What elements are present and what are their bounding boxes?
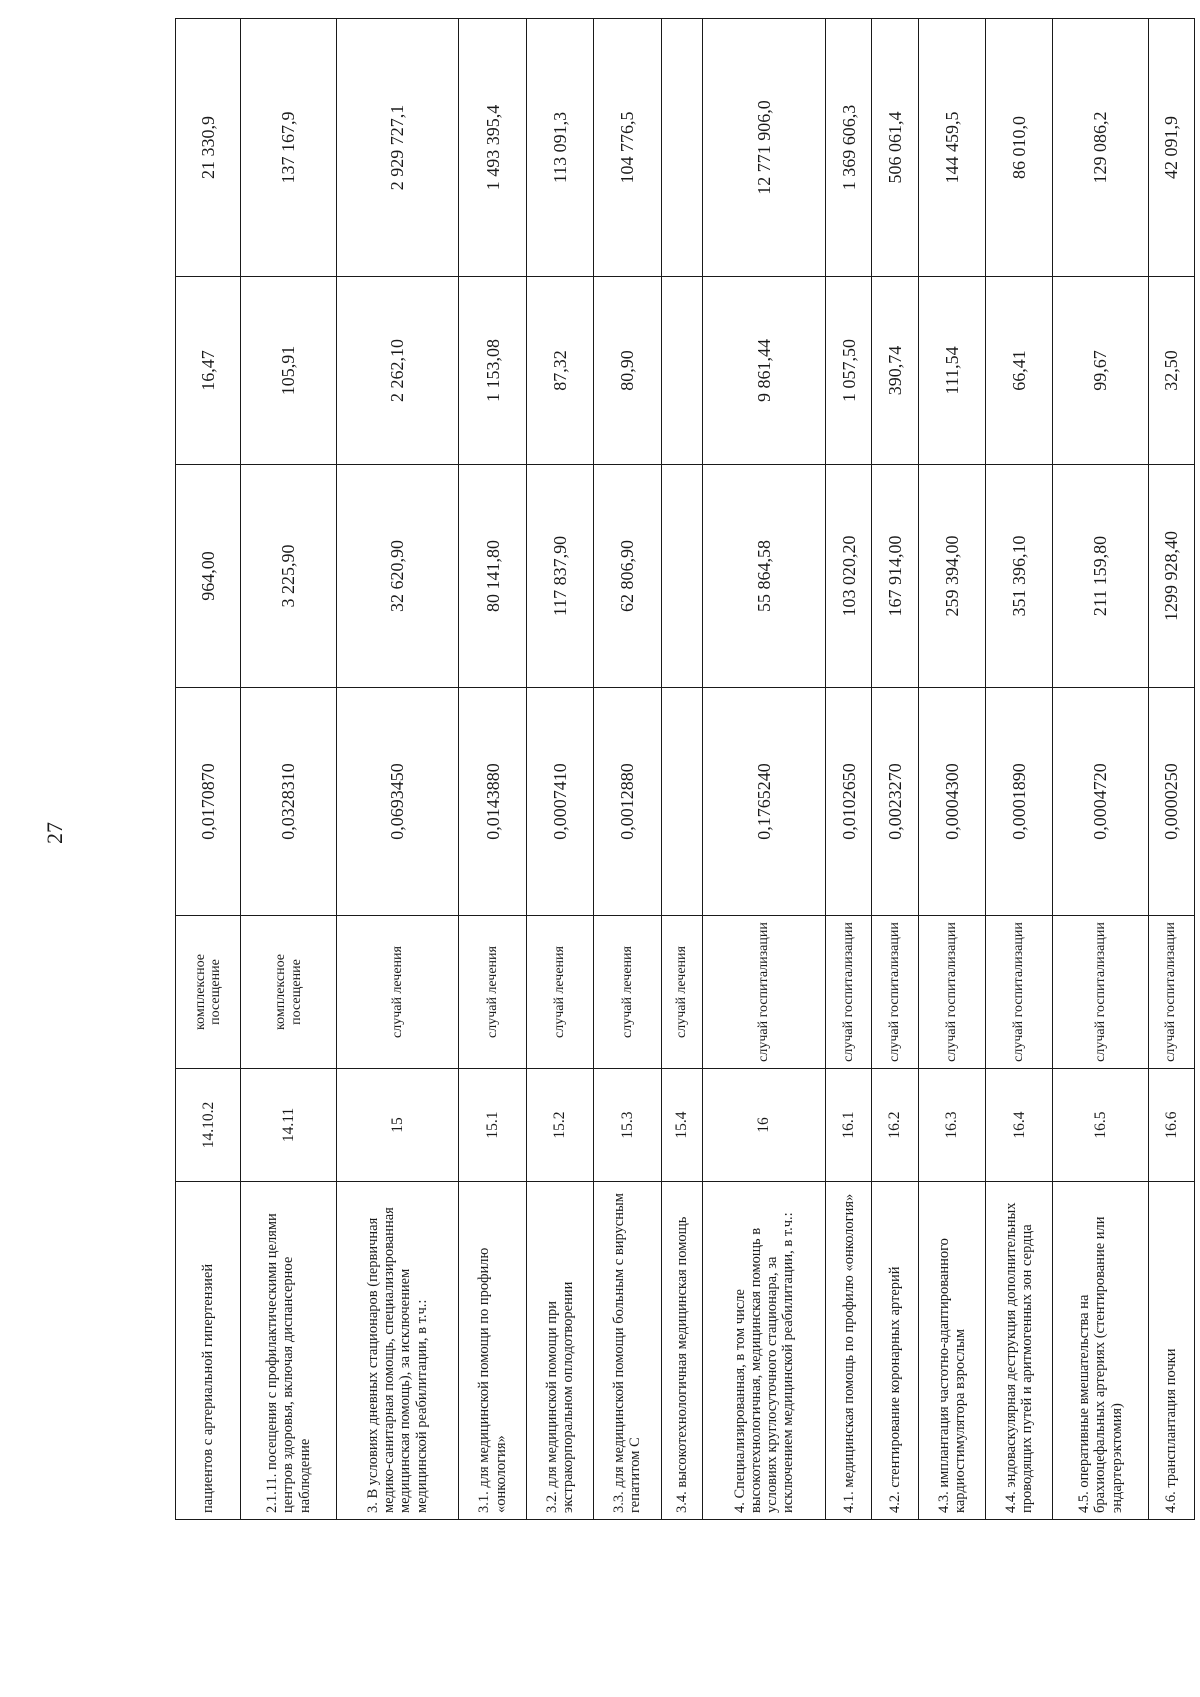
row-cost-cell: 117 837,90 xyxy=(526,465,593,688)
row-per-capita-cell: 111,54 xyxy=(918,277,985,465)
row-per-capita-cell: 16,47 xyxy=(176,277,241,465)
row-code-cell: 14.10.2 xyxy=(176,1069,241,1182)
rotated-table-wrapper xyxy=(175,100,1200,1513)
row-unit-cell: случай госпитализации xyxy=(703,916,826,1069)
row-unit-cell: случай лечения xyxy=(336,916,459,1069)
row-cost-cell: 103 020,20 xyxy=(825,465,871,688)
row-cost-cell: 55 864,58 xyxy=(703,465,826,688)
row-unit-cell: случай лечения xyxy=(594,916,661,1069)
row-cost-cell: 3 225,90 xyxy=(241,465,336,688)
table-row xyxy=(1148,19,1194,1520)
row-total-cell: 506 061,4 xyxy=(872,19,918,277)
row-name-cell: 2.1.11. посещения с профилактическими целями центров здоровья, включая диспансерное наблюдение xyxy=(241,1182,336,1520)
row-name-cell: 4.4. эндоваскулярная деструкция дополнительных проводящих путей и аритмогенных зон сердца xyxy=(986,1182,1053,1520)
row-name-cell: 4.6. трансплантация почки xyxy=(1148,1182,1194,1520)
table-row xyxy=(594,19,661,1520)
row-total-cell: 86 010,0 xyxy=(986,19,1053,277)
row-cost-cell: 32 620,90 xyxy=(336,465,459,688)
row-total-cell: 104 776,5 xyxy=(594,19,661,277)
row-per-capita-cell: 66,41 xyxy=(986,277,1053,465)
row-norm-cell: 0,0693450 xyxy=(336,688,459,916)
row-norm-cell: 0,0007410 xyxy=(526,688,593,916)
row-norm-cell: 0,0170870 xyxy=(176,688,241,916)
row-cost-cell: 1299 928,40 xyxy=(1148,465,1194,688)
row-total-cell xyxy=(661,19,703,277)
row-cost-cell: 62 806,90 xyxy=(594,465,661,688)
row-code-cell: 15.2 xyxy=(526,1069,593,1182)
row-cost-cell: 964,00 xyxy=(176,465,241,688)
row-code-cell: 16.2 xyxy=(872,1069,918,1182)
row-code-cell: 16.5 xyxy=(1053,1069,1148,1182)
row-unit-cell: случай госпитализации xyxy=(1148,916,1194,1069)
table-row xyxy=(918,19,985,1520)
row-code-cell: 15.4 xyxy=(661,1069,703,1182)
table-row xyxy=(986,19,1053,1520)
row-code-cell: 14.11 xyxy=(241,1069,336,1182)
table-row xyxy=(459,19,526,1520)
row-code-cell: 16 xyxy=(703,1069,826,1182)
row-total-cell: 144 459,5 xyxy=(918,19,985,277)
row-name-cell: 4. Специализированная, в том числе высокотехнологичная, медицинская помощь в условиях круглосуточного стационара, за исключением медицинской реабилитации, в т.ч.: xyxy=(703,1182,826,1520)
row-norm-cell: 0,0012880 xyxy=(594,688,661,916)
row-total-cell: 113 091,3 xyxy=(526,19,593,277)
row-total-cell: 2 929 727,1 xyxy=(336,19,459,277)
row-per-capita-cell: 99,67 xyxy=(1053,277,1148,465)
table-row xyxy=(526,19,593,1520)
row-name-cell: 4.1. медицинская помощь по профилю «онкология» xyxy=(825,1182,871,1520)
row-cost-cell: 259 394,00 xyxy=(918,465,985,688)
row-unit-cell: случай госпитализации xyxy=(825,916,871,1069)
row-unit-cell: комплексное посещение xyxy=(176,916,241,1069)
row-norm-cell: 0,0004720 xyxy=(1053,688,1148,916)
row-total-cell: 129 086,2 xyxy=(1053,19,1148,277)
row-total-cell: 21 330,9 xyxy=(176,19,241,277)
row-cost-cell xyxy=(661,465,703,688)
row-per-capita-cell: 9 861,44 xyxy=(703,277,826,465)
row-name-cell: 3.4. высокотехнологичная медицинская помощь xyxy=(661,1182,703,1520)
table-body xyxy=(176,19,1195,1520)
row-name-cell: 3.2. для медицинской помощи при экстракорпоральном оплодотворении xyxy=(526,1182,593,1520)
table-row xyxy=(661,19,703,1520)
row-cost-cell: 211 159,80 xyxy=(1053,465,1148,688)
row-unit-cell: случай госпитализации xyxy=(1053,916,1148,1069)
row-name-cell: 4.5. оперативные вмешательства на брахиоцефальных артериях (стентирование или эндартерэктомия) xyxy=(1053,1182,1148,1520)
data-table xyxy=(175,18,1195,1520)
table-row xyxy=(241,19,336,1520)
table-row xyxy=(336,19,459,1520)
table-row xyxy=(825,19,871,1520)
row-code-cell: 16.1 xyxy=(825,1069,871,1182)
table-row xyxy=(703,19,826,1520)
row-norm-cell: 0,0143880 xyxy=(459,688,526,916)
row-unit-cell: случай лечения xyxy=(661,916,703,1069)
row-per-capita-cell xyxy=(661,277,703,465)
row-per-capita-cell: 105,91 xyxy=(241,277,336,465)
row-code-cell: 15.1 xyxy=(459,1069,526,1182)
row-per-capita-cell: 1 057,50 xyxy=(825,277,871,465)
row-norm-cell: 0,0023270 xyxy=(872,688,918,916)
row-per-capita-cell: 2 262,10 xyxy=(336,277,459,465)
table-row xyxy=(872,19,918,1520)
row-unit-cell: случай госпитализации xyxy=(872,916,918,1069)
row-norm-cell: 0,0000250 xyxy=(1148,688,1194,916)
row-per-capita-cell: 80,90 xyxy=(594,277,661,465)
row-code-cell: 16.4 xyxy=(986,1069,1053,1182)
row-cost-cell: 167 914,00 xyxy=(872,465,918,688)
row-code-cell: 16.6 xyxy=(1148,1069,1194,1182)
row-unit-cell: случай госпитализации xyxy=(986,916,1053,1069)
row-per-capita-cell: 32,50 xyxy=(1148,277,1194,465)
row-norm-cell xyxy=(661,688,703,916)
row-code-cell: 15 xyxy=(336,1069,459,1182)
row-per-capita-cell: 390,74 xyxy=(872,277,918,465)
page-number: 27 xyxy=(42,822,67,844)
row-norm-cell: 0,0001890 xyxy=(986,688,1053,916)
row-code-cell: 15.3 xyxy=(594,1069,661,1182)
row-name-cell: 3.1. для медицинской помощи по профилю «онкология» xyxy=(459,1182,526,1520)
row-unit-cell: случай госпитализации xyxy=(918,916,985,1069)
row-unit-cell: случай лечения xyxy=(459,916,526,1069)
row-total-cell: 137 167,9 xyxy=(241,19,336,277)
row-name-cell: пациентов с артериальной гипертензией xyxy=(176,1182,241,1520)
row-total-cell: 1 493 395,4 xyxy=(459,19,526,277)
row-total-cell: 12 771 906,0 xyxy=(703,19,826,277)
row-total-cell: 42 091,9 xyxy=(1148,19,1194,277)
row-cost-cell: 351 396,10 xyxy=(986,465,1053,688)
table-row xyxy=(1053,19,1148,1520)
row-norm-cell: 0,0328310 xyxy=(241,688,336,916)
row-unit-cell: комплексное посещение xyxy=(241,916,336,1069)
row-norm-cell: 0,1765240 xyxy=(703,688,826,916)
row-name-cell: 3.3. для медицинской помощи больным с вирусным гепатитом С xyxy=(594,1182,661,1520)
row-name-cell: 3. В условиях дневных стационаров (первичная медико-санитарная помощь, специализированная медицинская помощь), за исключением медицинской реабилитации, в т.ч.: xyxy=(336,1182,459,1520)
row-total-cell: 1 369 606,3 xyxy=(825,19,871,277)
row-per-capita-cell: 87,32 xyxy=(526,277,593,465)
table-row xyxy=(176,19,241,1520)
row-name-cell: 4.3. имплантация частотно-адаптированного кардиостимулятора взрослым xyxy=(918,1182,985,1520)
row-per-capita-cell: 1 153,08 xyxy=(459,277,526,465)
row-cost-cell: 80 141,80 xyxy=(459,465,526,688)
row-norm-cell: 0,0102650 xyxy=(825,688,871,916)
row-norm-cell: 0,0004300 xyxy=(918,688,985,916)
row-name-cell: 4.2. стентирование коронарных артерий xyxy=(872,1182,918,1520)
row-unit-cell: случай лечения xyxy=(526,916,593,1069)
row-code-cell: 16.3 xyxy=(918,1069,985,1182)
